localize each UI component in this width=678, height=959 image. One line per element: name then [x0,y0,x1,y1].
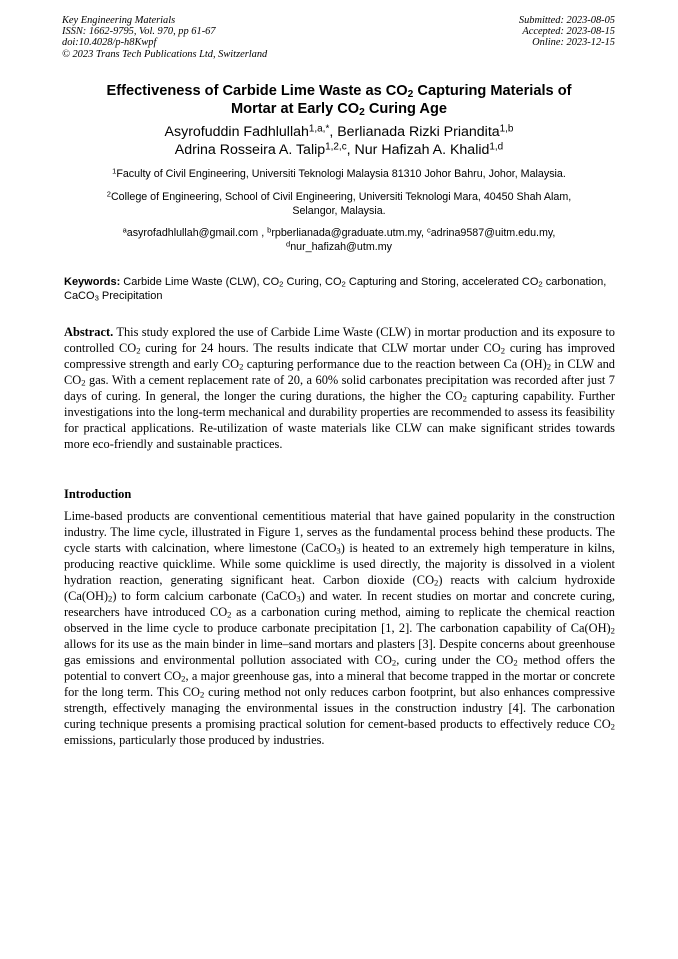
journal-name: Key Engineering Materials [62,15,176,26]
author-name: Adrina Rosseira A. Talip [174,142,326,158]
paper-title [64,82,614,118]
journal-info [62,15,267,60]
title-line-2: Mortar at Early $CO_2$ Curing Age [231,101,447,119]
affiliation-2: $^2$College of Engineering, School of Civil Engineering, Universiti Teknologi Mara, 40450 Shah Alam, Selangor, Malaysia. [106,189,572,217]
abstract-label: Abstract. [64,325,114,339]
section-heading-introduction: Introduction [64,487,132,501]
author-name: Nur Hafizah A. Khalid [354,142,490,158]
abstract: Abstract. This study explored the use of Carbide Lime Waste (CLW) in mortar production and its exposure to controlled $CO_2$ curing for 24 hours. The results indicate that CLW mortar under $CO_2$ curing has improved compressive strength and early $CO_2$ capturing performance due to the reaction between Ca $(OH)_2$ in CLW and $CO_2$ gas. With a cement replacement rate of 20, a 60% solid carbonates precipitation was recorded after just 7 days of curing. In general, the longer the curing durations, the higher the $CO_2$ capturing capability. Further investigations into the long-term mechanical and durability properties are recommended to assess its feasibility for practical applications. Re-utilization of waste materials like CLW can make significant strides towards more eco-friendly and sustainable practices. [64,325,616,451]
email-link[interactable]: asyrofadhlullah@gmail.com [126,227,259,239]
issn-volume: ISSN: 1662-9795, Vol. 970, pp 61-67 [62,26,216,38]
author-emails: $^a$asyrofadhlullah@gmail.com , $^b$rpberlianada@graduate.utm.my, $^c$adrina9587@uitm.edu.my, $^d$nur_hafizah@utm.my [122,225,556,253]
email-link[interactable]: rpberlianada@graduate.utm.my, [271,227,424,239]
keywords-label: Keywords: [64,276,121,288]
author-line-2: Adrina Rosseira A. Talip$^{1,2,c}$, Nur Hafizah A. Khalid$^{1,d}$ [174,141,504,158]
author-affil-marker: 1,d [489,141,504,153]
author-affil-marker: 1,b [499,123,514,135]
author-affil-marker: 1,2,c [325,141,347,153]
author-affil-marker: 1,a,* [308,123,330,135]
title-line-1: Effectiveness of Carbide Lime Waste as $CO_2$ Capturing Materials of [106,83,572,101]
doi[interactable]: doi:10.4028/p-h8Kwpf [62,37,157,49]
author-list [64,123,614,159]
author-line-1: Asyrofuddin Fadhlullah$^{1,a,*}$, Berlianada Rizki Priandita$^{1,b}$ [164,123,514,140]
email-link[interactable]: adrina9587@uitm.edu.my, [430,227,556,239]
author-name: Asyrofuddin Fadhlullah [164,124,309,140]
submission-dates [519,15,615,49]
submitted-date: Submitted: 2023-08-05 [518,15,615,26]
online-date: Online: 2023-12-15 [532,37,615,49]
affiliation-1: $^1$Faculty of Civil Engineering, Universiti Teknologi Malaysia 81310 Johor Bahru, Johor, Malaysia. [112,166,566,180]
copyright: © 2023 Trans Tech Publications Ltd, Switzerland [62,48,268,60]
accepted-date: Accepted: 2023-08-15 [522,26,615,38]
author-name: Berlianada Rizki Priandita [337,124,500,140]
introduction-body [64,508,615,748]
paragraph: Lime-based products are conventional cementitious material that have gained popularity in the construction industry. The lime cycle, illustrated in Figure 1, serves as the fundamental process behind these products. The cycle starts with calcination, where limestone (CaCO$_3$) is heated to an extremely high temperature in kilns, producing reactive quicklime. While some quicklime is used directly, the majority is dissolved in a violent hydration reaction, generating significant heat. Carbon dioxide $(CO_2)$ reacts with calcium hydroxide $(Ca(OH)_2)$ to form calcium carbonate (CaCO$_3$) and water. In recent studies on mortar and concrete curing, researchers have introduced $CO_2$ as a carbonation curing method, aiming to replicate the chemical reaction observed in the lime cycle to produce carbonate precipitation [1, 2]. The carbonation capability of $Ca(OH)_2$ allows for its use as the main binder in lime–sand mortars and plasters [3]. Despite concerns about greenhouse gas emissions and environmental pollution associated with $CO_2$, curing under the $CO_2$ method offers the potential to convert $CO_2$, a major greenhouse gas, into a mineral that become trapped in the mortar or concrete for the long term. This $CO_2$ curing method not only reduces carbon footprint, but also enhances compressive strength, effectively managing the environmental issues in the construction industry [4]. The carbonation curing technique presents a promising practical solution for cement-based products to effectively reduce $CO_2$ emissions, particularly those produced by industries. [64,509,616,747]
keywords: Keywords: Carbide Lime Waste (CLW), $CO_2$ Curing, $CO_2$ Capturing and Storing, accelerated $CO_2$ carbonation, CaCO$_3$ Precipitation [64,276,607,303]
email-link[interactable]: nur_hafizah@utm.my [290,241,392,253]
